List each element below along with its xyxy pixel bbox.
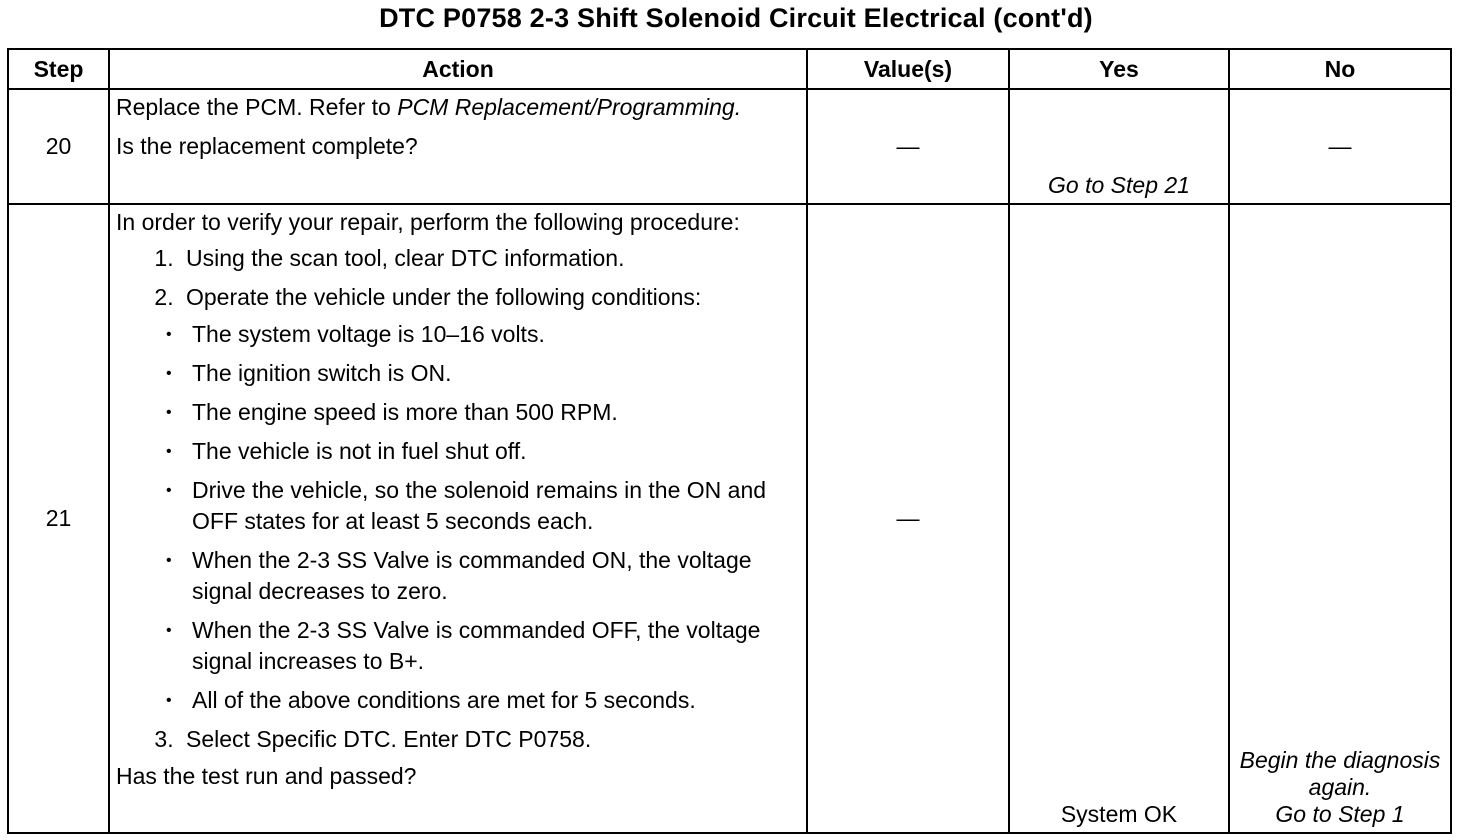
yes-result: Go to Step 21 — [1009, 89, 1229, 204]
no-result-line: Begin the diagnosis again. — [1239, 747, 1441, 800]
condition-item: • All of the above conditions are met for 5 seconds. — [154, 685, 800, 716]
no-result: — — [1229, 89, 1451, 204]
action-cell — [109, 89, 807, 204]
procedure-step — [180, 282, 800, 716]
action-instruction — [116, 92, 800, 123]
value-cell: — — [807, 89, 1009, 204]
condition-item: • The engine speed is more than 500 RPM. — [154, 397, 800, 428]
header-action: Action — [109, 49, 807, 89]
condition-item: • When the 2-3 SS Valve is commanded ON, the voltage signal decreases to zero. — [154, 545, 800, 607]
header-no: No — [1229, 49, 1451, 89]
reference-link-text: PCM Replacement/Programming. — [397, 94, 742, 120]
action-text: Replace the PCM. Refer to — [116, 94, 398, 120]
table-row — [8, 204, 1451, 833]
step-number: 21 — [8, 204, 109, 833]
procedure-step — [180, 243, 800, 274]
condition-item: • When the 2-3 SS Valve is commanded OFF, the voltage signal increases to B+. — [154, 615, 800, 677]
condition-item: • The vehicle is not in fuel shut off. — [154, 436, 800, 467]
step-number: 20 — [8, 89, 109, 204]
procedure-step-text: Select Specific DTC. Enter DTC P0758. — [186, 726, 592, 752]
condition-item: • The ignition switch is ON. — [154, 358, 800, 389]
procedure-list — [116, 243, 800, 755]
action-intro: In order to verify your repair, perform the following procedure: — [116, 209, 740, 235]
yes-result: System OK — [1009, 204, 1229, 833]
procedure-step-text: Operate the vehicle under the following conditions: — [186, 284, 702, 310]
procedure-step-text: Using the scan tool, clear DTC information. — [186, 245, 625, 271]
header-yes: Yes — [1009, 49, 1229, 89]
header-step: Step — [8, 49, 109, 89]
value-cell: — — [807, 204, 1009, 833]
action-cell — [109, 204, 807, 833]
condition-item: • Drive the vehicle, so the solenoid remains in the ON and OFF states for at least 5 seconds each. — [154, 475, 800, 537]
action-question: Is the replacement complete? — [116, 133, 418, 159]
conditions-list — [154, 319, 800, 716]
page-title: DTC P0758 2-3 Shift Solenoid Circuit Electrical (cont'd) — [379, 3, 1093, 33]
diagnostic-table — [7, 48, 1452, 834]
table-header-row — [8, 49, 1451, 89]
no-result — [1229, 204, 1451, 833]
no-result-line: Go to Step 1 — [1275, 801, 1405, 827]
action-question: Has the test run and passed? — [116, 763, 417, 789]
procedure-step — [180, 724, 800, 755]
table-row — [8, 89, 1451, 204]
condition-item: • The system voltage is 10–16 volts. — [154, 319, 800, 350]
header-values: Value(s) — [807, 49, 1009, 89]
